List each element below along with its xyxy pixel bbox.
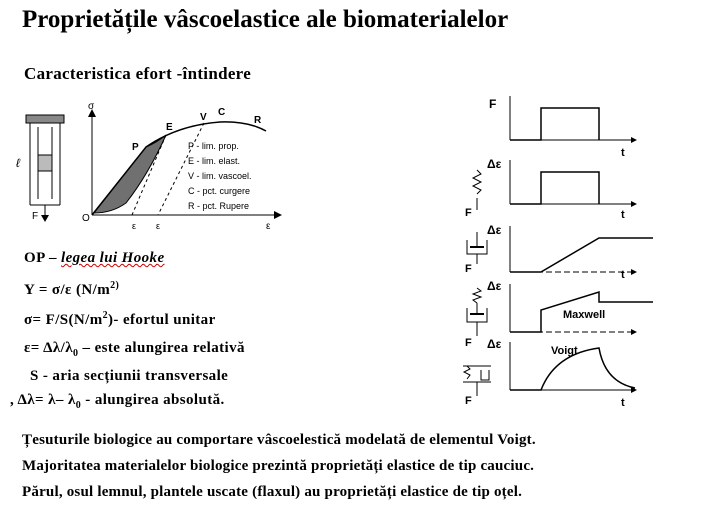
- row-force: [489, 96, 637, 159]
- formula-stress-sup: 2: [102, 310, 109, 321]
- formula-area-text: S - aria secțiunii transversale: [30, 368, 229, 384]
- formula-strain: [24, 340, 245, 359]
- formula-stress: [24, 310, 216, 329]
- spring-icon: [473, 170, 481, 194]
- voigt-spring-icon: [464, 366, 470, 379]
- force-label-3: F: [465, 337, 472, 349]
- row-label-force: F: [489, 97, 497, 111]
- maxwell-label: Maxwell: [563, 309, 606, 321]
- stress-strain-diagram: [8, 95, 308, 240]
- row-label-strain-2: Δε: [487, 223, 502, 237]
- time-label-3: t: [621, 269, 625, 281]
- page-title-text: Proprietățile vâscoelastice ale biomaterialelor: [22, 6, 509, 33]
- row-label-strain-4: Δε: [487, 337, 502, 351]
- formula-elongation-sub: 0: [75, 400, 82, 411]
- row-voigt: [463, 337, 637, 409]
- formula-young-text: Y = σ/ε (N/m: [24, 282, 111, 298]
- formula-hooke-law: legea lui Hooke: [61, 250, 165, 266]
- bottom-line-2-text: Majoritatea materialelor biologice prezintă proprietăți elastice de tip cauciuc.: [22, 458, 535, 474]
- viscoelastic-response-diagram: [455, 92, 665, 412]
- time-label-4: t: [621, 397, 625, 409]
- point-c-label: C: [218, 107, 226, 118]
- formula-elongation-suffix: - alungirea absolută.: [81, 392, 225, 408]
- time-label-1: t: [621, 147, 625, 159]
- formula-stress-text: σ= F/S(N/m: [24, 312, 103, 328]
- formula-hooke-prefix: OP –: [24, 250, 62, 266]
- legend-item-p: P - lim. prop.: [188, 141, 239, 151]
- hysteresis-area: [94, 135, 166, 213]
- formula-strain-suffix: – este alungirea relativă: [78, 340, 245, 356]
- page-title: [22, 6, 508, 34]
- points-legend: [188, 141, 252, 211]
- y-axis-label: σ: [88, 101, 95, 112]
- row-spring: [465, 157, 637, 221]
- bottom-line-1-text: Țesuturile biologice au comportare vâscoelestică modelată de elementul Voigt.: [22, 432, 536, 448]
- row-label-strain-1: Δε: [487, 157, 502, 171]
- bottom-line-3: [22, 484, 522, 501]
- formula-elongation: [10, 392, 225, 411]
- bottom-line-3-text: Părul, osul lemnul, plantele uscate (flaxul) au proprietăți elastice de tip oțel.: [22, 484, 523, 500]
- legend-item-c: C - pct. curgere: [188, 186, 251, 196]
- force-label-2: F: [465, 263, 472, 275]
- formula-area: [30, 368, 228, 385]
- legend-item-e: E - lim. elast.: [188, 156, 241, 166]
- point-v-label: V: [200, 112, 207, 123]
- specimen-force-label: F: [32, 211, 39, 222]
- specimen-length-label: ℓ: [16, 156, 20, 170]
- formula-young-modulus: [24, 280, 119, 299]
- formula-hooke: [24, 250, 165, 267]
- formula-stress-suffix: )- efortul unitar: [108, 312, 216, 328]
- time-label-2: t: [621, 209, 625, 221]
- formula-young-sup: 2): [110, 280, 120, 291]
- x-axis-label: ε: [266, 221, 271, 232]
- formula-strain-sub: 0: [73, 348, 79, 359]
- force-label-4: F: [465, 395, 472, 407]
- voigt-dashpot-icon: [481, 370, 489, 380]
- bottom-line-2: [22, 458, 534, 475]
- subtitle-text: Caracteristica efort -întindere: [24, 64, 252, 83]
- voigt-label: Voigt: [551, 345, 578, 357]
- bottom-line-1: [22, 432, 536, 449]
- formula-elongation-text: , Δλ= λ– λ: [10, 392, 76, 408]
- legend-item-v: V - lim. vascoel.: [188, 171, 252, 181]
- row-dashpot: [465, 223, 653, 281]
- specimen-illustration: [16, 115, 64, 222]
- section-subtitle: [24, 64, 251, 84]
- row-label-strain-3: Δε: [487, 279, 502, 293]
- point-p-label: P: [132, 142, 139, 153]
- formula-strain-text: ε= Δλ/λ: [24, 340, 73, 356]
- force-label-1: F: [465, 207, 472, 219]
- point-e-label: E: [166, 122, 173, 133]
- origin-label: O: [82, 213, 90, 224]
- x-tick-2: ε: [156, 221, 161, 231]
- legend-item-r: R - pct. Rupere: [188, 201, 250, 211]
- point-r-label: R: [254, 115, 262, 126]
- x-tick-1: ε: [132, 221, 137, 231]
